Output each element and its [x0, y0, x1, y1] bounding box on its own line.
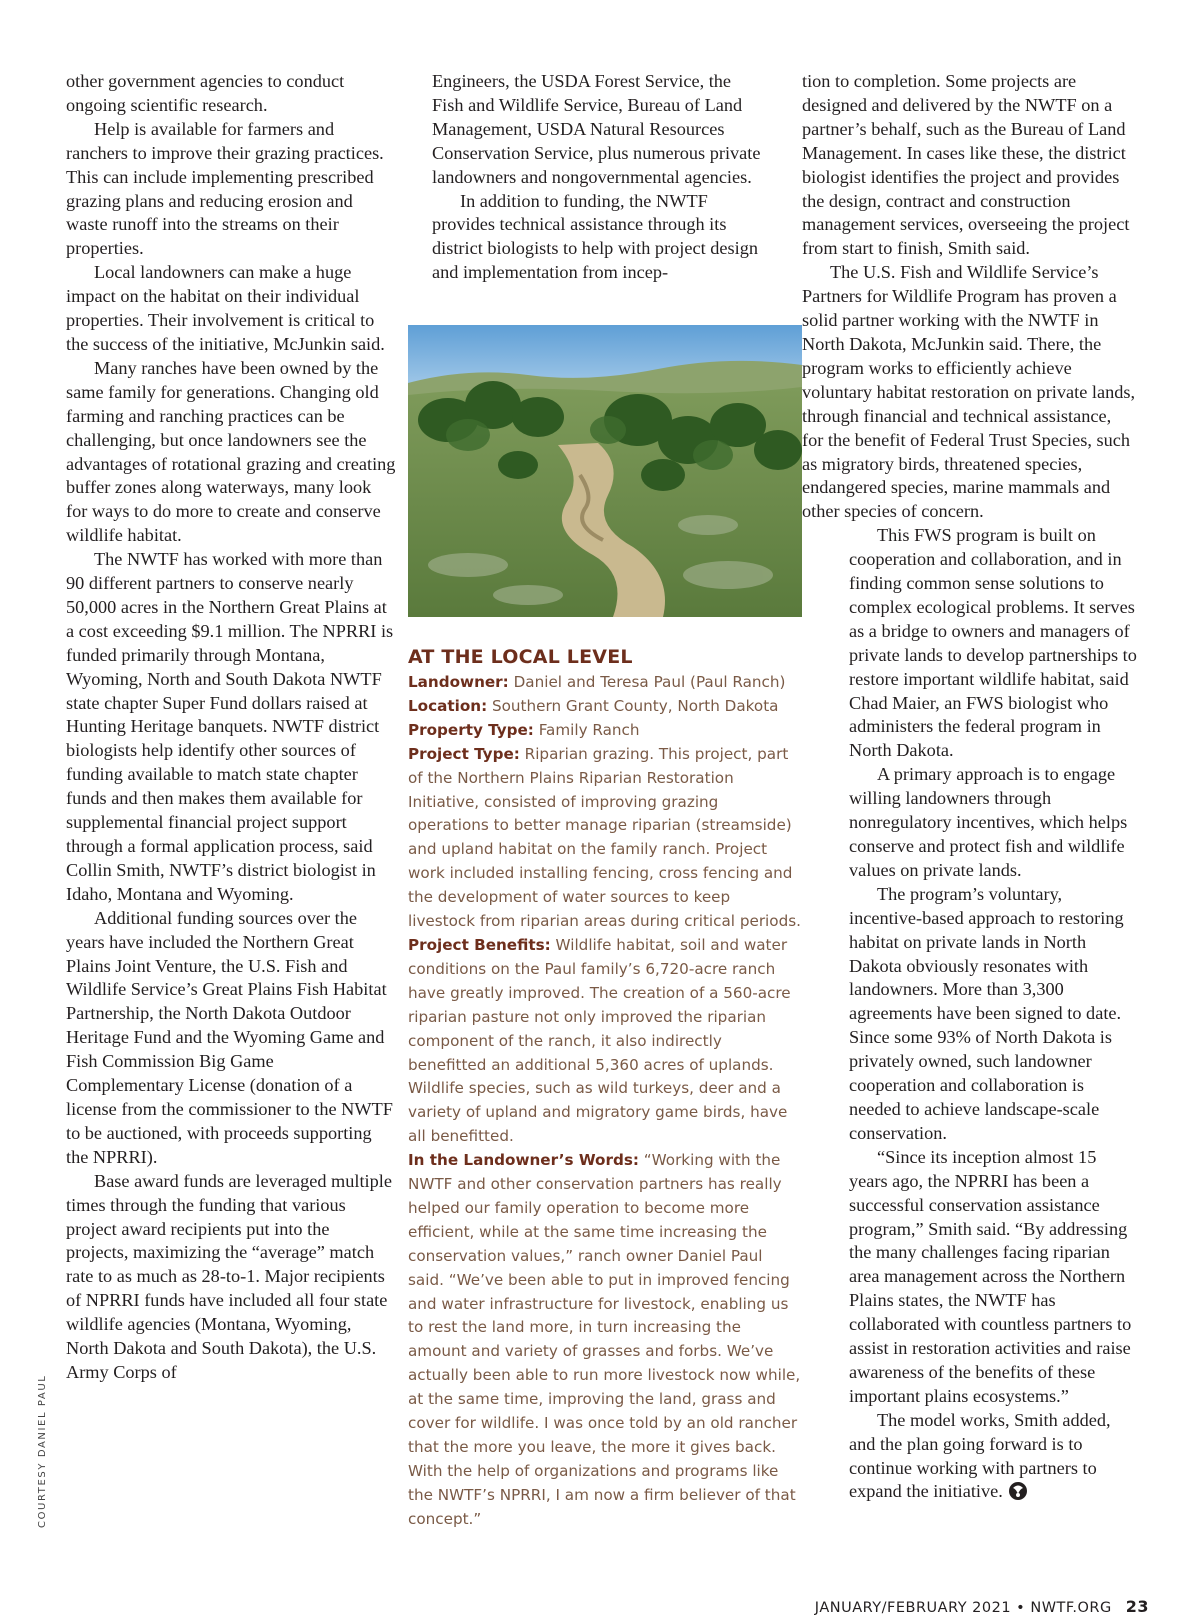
sidebar-text: “Working with the NWTF and other conservation partners has really helped our family operation to become more efficient, while at the same time increasing the conservation values,” ranch owner Daniel Paul said. “We’ve been able to put in improved fencing and water infrastructure for livestock, enabling us to rest the land more, in turn increasing the amount and variety of grasses and forbs. We’ve actually been able to run more livestock now while, at the same time, improving the land, grass and cover for wildlife. I was once told by an old rancher that the more you leave, the more it gives back. With the help of organizations and programs like the NWTF’s NPRRI, I am now a firm believer of that concept.”: [408, 1151, 801, 1528]
paragraph: The U.S. Fish and Wildlife Service’s Partners for Wildlife Program has proven a solid partner working with the NWTF in North Dakota, McJunkin said. There, the program works to efficiently achieve voluntary habitat restoration on private lands, through financial and technical assistance, for the benefit of Federal Trust Species, such as migratory birds, threatened species, endangered species, marine mammals and other species of concern.: [802, 262, 1136, 522]
paragraph: other government agencies to conduct ongoing scientific research.: [66, 71, 345, 115]
paragraph: Base award funds are leveraged multiple times through the funding that various project award recipients put into the projects, maximizing the “average” match rate to as much as 28-to-1. Major recipients of NPRRI funds have included all four state wildlife agencies (Montana, Wyoming, North Dakota and South Dakota), the U.S. Army Corps of: [66, 1170, 392, 1382]
at-the-local-level-sidebar: [408, 645, 802, 1532]
sidebar-text: Southern Grant County, North Dakota: [487, 696, 779, 715]
sidebar-label: Project Benefits:: [408, 935, 551, 954]
paragraph: A primary approach is to engage willing landowners through nonregulatory incentives, which helps conserve and protect fish and wildlife values on private lands.: [849, 764, 1128, 880]
sidebar-item-property-type: [408, 719, 802, 743]
paragraph: In addition to funding, the NWTF provides technical assistance through its district biologists to help with project design and implementation from incep-: [432, 190, 758, 283]
sidebar-text: Daniel and Teresa Paul (Paul Ranch): [508, 673, 786, 691]
paragraph: “Since its inception almost 15 years ago, the NPRRI has been a successful conservation assistance program,” Smith said. “By addressing the many challenges facing riparian area management across the Northern Plains states, the NWTF has collaborated with countless partners to assist in restoration activities and raise awareness of the benefits of these important plains ecosystems.”: [849, 1146, 1132, 1406]
article-column-3: [802, 70, 1137, 1504]
sidebar-heading: AT THE LOCAL LEVEL: [408, 646, 633, 668]
sidebar-label: Location:: [408, 696, 488, 715]
sidebar-item-project-benefits: [408, 934, 802, 1149]
paragraph: Engineers, the USDA Forest Service, the Fish and Wildlife Service, Bureau of Land Management, USDA Natural Resources Conservation Service, plus numerous private landowners and nongovernmental agencies.: [432, 71, 761, 187]
sidebar-label: Project Type:: [408, 744, 520, 763]
paragraph: Many ranches have been owned by the same family for generations. Changing old farming and ranching practices can be challenging, but once landowners see the advantages of rotational grazing and creating buffer zones along waterways, many look for ways to do more to create and conserve wildlife habitat.: [66, 357, 396, 546]
paragraph: Help is available for farmers and ranchers to improve their grazing practices. This can include implementing prescribed grazing plans and reducing erosion and waste runoff into the streams on their properties.: [66, 118, 384, 259]
article-column-2: [432, 70, 762, 285]
page-footer: [815, 1597, 1149, 1616]
paragraph: The NWTF has worked with more than 90 different partners to conserve nearly 50,000 acres in the Northern Great Plains at a cost exceeding $9.1 million. The NPRRI is funded primarily through Montana, Wyoming, North and South Dakota NWTF state chapter Super Fund dollars raised at Hunting Heritage banquets. NWTF district biologists help identify other sources of funding available to match state chapter funds and then makes them available for supplemental financial project support through a formal application process, said Collin Smith, NWTF’s district biologist in Idaho, Montana and Wyoming.: [66, 549, 394, 904]
riparian-landscape-photo: [408, 325, 802, 617]
article-column-1: [66, 70, 396, 1385]
paragraph: This FWS program is built on cooperation and collaboration, and in finding common sense solutions to complex ecological problems. It serves as a bridge to owners and managers of private lands to develop partnerships to restore important wildlife habitat, said Chad Maier, an FWS biologist who administers the federal program in North Dakota.: [849, 525, 1137, 761]
paragraph: [802, 1409, 1137, 1505]
turkey-end-mark-icon: [1007, 1480, 1029, 1502]
sidebar-label: Property Type:: [408, 720, 534, 739]
sidebar-label: Landowner:: [408, 673, 509, 691]
page-number: 23: [1125, 1597, 1149, 1616]
sidebar-label: In the Landowner’s Words:: [408, 1151, 639, 1170]
sidebar-text: Riparian grazing. This project, part of the Northern Plains Riparian Restoration Initiative, consisted of improving grazing operations to better manage riparian (streamside) and upland habitat on the family ranch. Project work included installing fencing, cross fencing and the development of water sources to keep livestock from riparian areas during critical periods.: [408, 744, 801, 931]
sidebar-text: Wildlife habitat, soil and water conditions on the Paul family’s 6,720-acre ranch have greatly improved. The creation of a 560-acre riparian pasture not only improved the riparian component of the ranch, it also indirectly benefitted an additional 5,360 acres of uplands. Wildlife species, such as wild turkeys, deer and a variety of upland and migratory game birds, have all benefitted.: [408, 935, 791, 1146]
final-paragraph-text: The model works, Smith added, and the plan going forward is to continue working with partners to expand the initiative.: [849, 1409, 1111, 1502]
paragraph: Local landowners can make a huge impact on the habitat on their individual properties. Their involvement is critical to the success of the initiative, McJunkin said.: [66, 262, 385, 354]
paragraph: tion to completion. Some projects are designed and delivered by the NWTF on a partner’s behalf, such as the Bureau of Land Management. In cases like these, the district biologist identifies the project and provides the design, contract and construction management services, overseeing the project from start to finish, Smith said.: [802, 71, 1130, 259]
photo-credit: COURTESY DANIEL PAUL: [37, 1374, 48, 1528]
sidebar-item-landowner-words: [408, 1149, 802, 1532]
sidebar-text: Family Ranch: [533, 720, 640, 739]
sidebar-item-landowner: [408, 671, 802, 695]
issue-and-site: JANUARY/FEBRUARY 2021 • NWTF.ORG: [814, 1600, 1112, 1616]
paragraph: The program’s voluntary, incentive-based approach to restoring habitat on private lands in North Dakota obviously resonates with landowners. More than 3,300 agreements have been signed to date. Since some 93% of North Dakota is privately owned, such landowner cooperation and collaboration is needed to achieve landscape-scale conservation.: [849, 883, 1124, 1143]
sidebar-item-location: [408, 695, 802, 719]
paragraph: Additional funding sources over the years have included the Northern Great Plains Joint Venture, the U.S. Fish and Wildlife Service’s Great Plains Fish Habitat Partnership, the North Dakota Outdoor Heritage Fund and the Wyoming Game and Fish Commission Big Game Complementary License (donation of a license from the commissioner to the NWTF to be auctioned, with proceeds supporting the NPRRI).: [66, 907, 393, 1167]
sidebar-item-project-type: [408, 743, 802, 934]
